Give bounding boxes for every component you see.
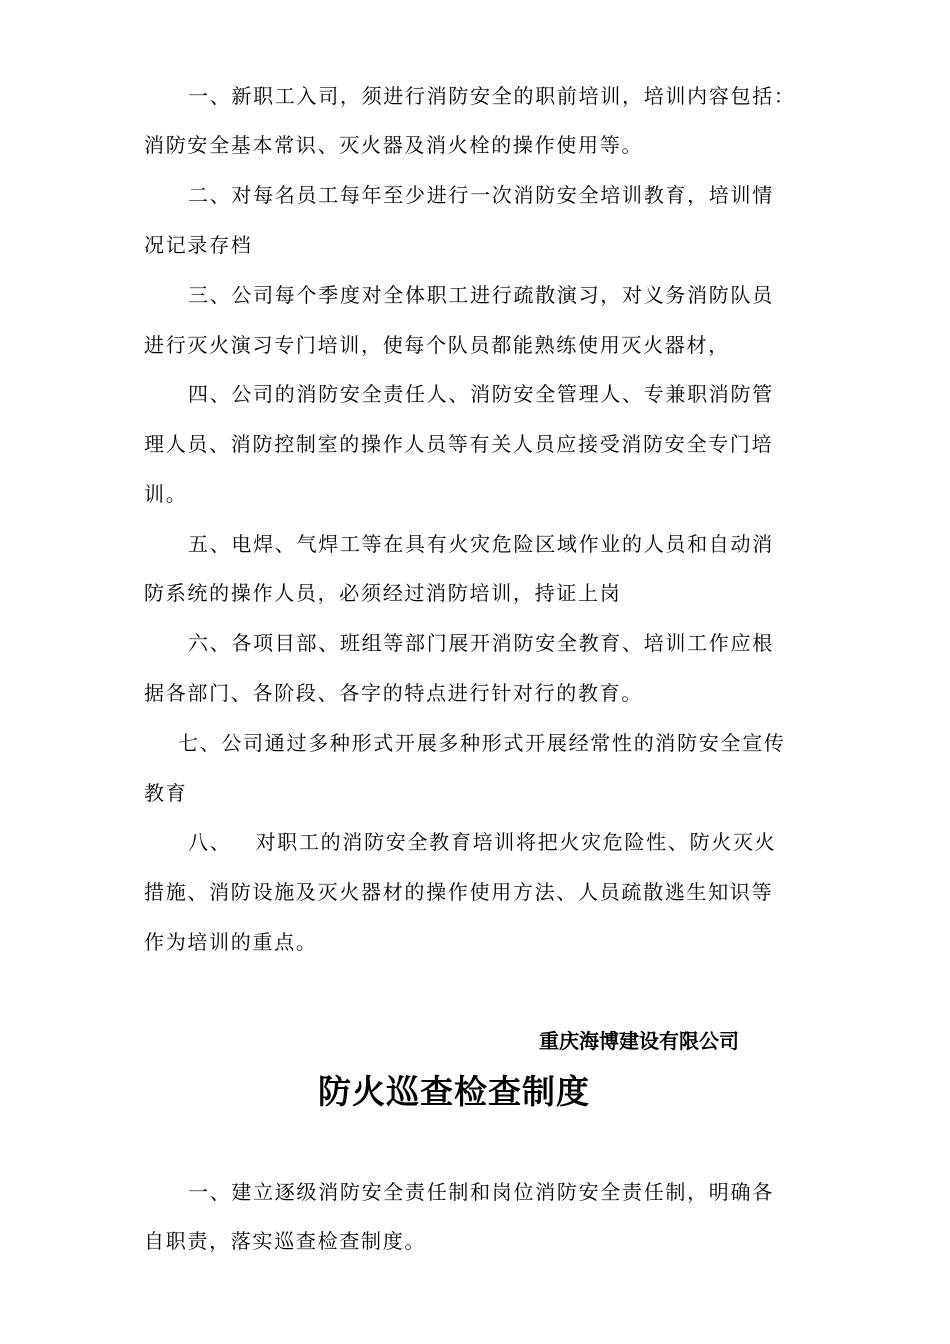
paragraph-1-line-1: 一、新职工入司，须进行消防安全的职前培训，培训内容包括： xyxy=(188,84,796,108)
paragraph-4-line-3: 训。 xyxy=(144,482,188,506)
paragraph-3-line-2: 进行灭火演习专门培训，使每个队员都能熟练使用灭火器材， xyxy=(144,333,730,357)
paragraph-7-line-2: 教育 xyxy=(144,781,188,805)
paragraph-2-line-2: 况记录存档 xyxy=(144,233,253,257)
paragraph-1-line-2: 消防安全基本常识、灭火器及消火栓的操作使用等。 xyxy=(144,133,644,157)
paragraph-8-line-2: 措施、消防设施及灭火器材的操作使用方法、人员疏散逃生知识等 xyxy=(144,880,774,904)
paragraph-5-line-2: 防系统的操作人员，必须经过消防培训，持证上岗 xyxy=(144,581,622,605)
company-name: 重庆海博建设有限公司 xyxy=(539,1029,739,1053)
paragraph-6-line-1: 六、各项目部、班组等部门展开消防安全教育、培训工作应根 xyxy=(188,631,774,655)
paragraph-8-line-1: 八、 对职工的消防安全教育培训将把火灾危险性、防火灭火 xyxy=(188,830,777,854)
paragraph-4-line-2: 理人员、消防控制室的操作人员等有关人员应接受消防安全专门培 xyxy=(144,432,774,456)
paragraph-8-line-3: 作为培训的重点。 xyxy=(144,930,318,954)
paragraph-2-line-1: 二、对每名员工每年至少进行一次消防安全培训教育，培训情 xyxy=(188,183,774,207)
section-title: 防火巡查检查制度 xyxy=(318,1072,590,1111)
paragraph-5-line-1: 五、电焊、气焊工等在具有火灾危险区域作业的人员和自动消 xyxy=(188,532,774,556)
paragraph-3-line-1: 三、公司每个季度对全体职工进行疏散演习，对义务消防队员 xyxy=(188,283,774,307)
section2-paragraph-1-line-2: 自职责，落实巡查检查制度。 xyxy=(144,1229,427,1253)
section2-paragraph-1-line-1: 一、建立逐级消防安全责任制和岗位消防安全责任制，明确各 xyxy=(188,1180,774,1204)
paragraph-4-line-1: 四、公司的消防安全责任人、消防安全管理人、专兼职消防管 xyxy=(188,382,774,406)
paragraph-6-line-2: 据各部门、各阶段、各字的特点进行针对行的教育。 xyxy=(144,681,644,705)
paragraph-7-line-1: 七、公司通过多种形式开展多种形式开展经常性的消防安全宣传 xyxy=(178,731,786,755)
